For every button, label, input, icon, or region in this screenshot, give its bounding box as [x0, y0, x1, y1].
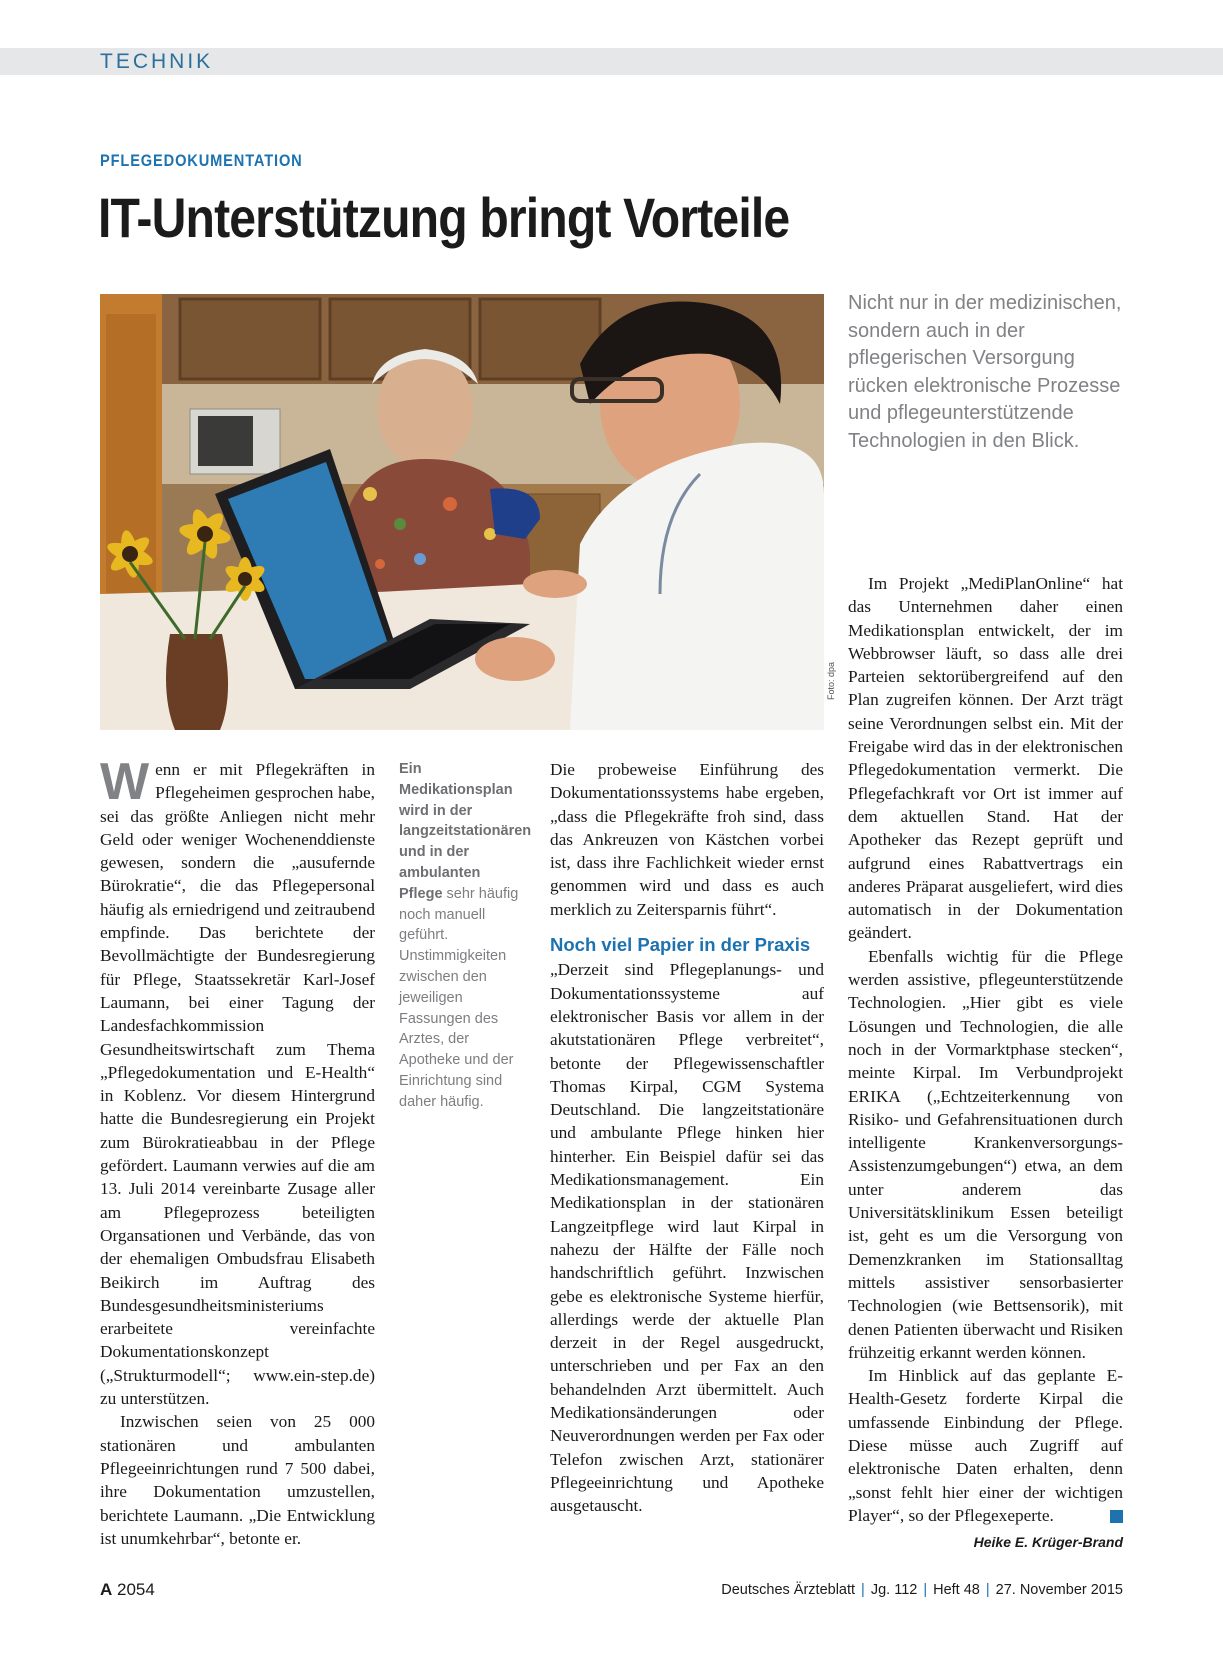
column-3	[550, 758, 824, 1518]
column-1	[100, 753, 375, 1550]
footer-separator: |	[923, 1582, 928, 1598]
col3-paragraph-1: Die probeweise Einführung des Dokumentationssystems habe ergeben, „dass die Pflegekräfte froh sind, dass das Ankreuzen von Kästchen vorbei ist, dass ihre Fachlichkeit wieder ernst genommen wird und dass es auch merklich zu Zeitersparnis führt“.	[550, 760, 824, 919]
sidebar-quote	[399, 759, 532, 1113]
sidebar-bold-text: Ein Medikationsplan wird in der langzeitstationären und in der ambulanten Pflege	[399, 761, 532, 902]
footer-journal: Deutsches Ärzteblatt	[721, 1582, 856, 1598]
footer-volume: Jg. 112	[870, 1582, 918, 1598]
end-mark-icon	[1110, 1510, 1123, 1523]
article-kicker: PFLEGEDOKUMENTATION	[100, 151, 303, 170]
article-title: IT-Unterstützung bringt Vorteile	[98, 186, 790, 249]
col4-paragraph-1: Im Projekt „MediPlanOnline“ hat das Unternehmen daher einen Medikationsplan entwickelt, der im Webbrowser läuft, so dass alle drei Parteien sektorübergreifend auf den Plan zugreifen können. Der Arzt trägt seine Verordnungen selbst ein. Mit der Freigabe wird das in der elektronischen Pflegedokumentation vermerkt. Die Pflegefachkraft vor Ort ist immer auf dem aktuellen Stand. Hat der Apotheker das Rezept geprüft und aufgrund eines Rabattvertrags ein anderes Präparat ausgeliefert, wird dies automatisch in der Dokumentation geändert.	[848, 574, 1123, 943]
page-number-value: 2054	[117, 1580, 155, 1599]
col4-paragraph-2: Ebenfalls wichtig für die Pflege werden assistive, pflegeunterstützende Technologien. „Hier gibt es viele Lösungen und Technologien, die alle noch in der Vormarktphase stecken“, meinte Kirpal. Im Verbundprojekt ERIKA („Echtzeiterkennung von Risiko- und Gefahrensituationen durch intelligente Krankenversorgungs-Assistenzumgebungen“) etwa, an dem unter anderem das Universitätsklinikum Essen beteiligt ist, geht es um die Versorgung von Demenzkranken im Stationsalltag mittels assistiver sensorbasierter Technologien (wie Bettsensorik), mit denen Patienten überwacht und Risiken frühzeitig erkannt werden können.	[848, 946, 1123, 1362]
col1-paragraph-1: enn er mit Pflegekräften in Pflegeheimen gesprochen habe, sei das größte Anliegen nicht mehr Geld oder weniger Wochenenddienste gewesen, sondern die „ausufernde Bürokratie“, die das Pflegepersonal häufig als erniedrigend und zeitraubend empfinde. Das berichtete der Bevollmächtigte der Bundesregierung für Pflege, Staatssekretär Karl-Josef Laumann, bei einer Tagung der Landesfachkommission Gesundheitswirtschaft zum Thema „Pflegedokumentation und E-Health“ in Koblenz. Vor diesem Hintergrund hatte die Bundesregierung ein Projekt zum Bürokratieabbau in der Pflege gefördert. Laumann verwies auf die am 13. Juli 2014 vereinbarte Zusage aller am Pflegeprozess beteiligten Organsationen und Verbände, das von der ehemaligen Ombudsfrau Elisabeth Beikirch im Auftrag des Bundesgesundheitsministeriums erarbeitete vereinfachte Dokumentationskonzept („Strukturmodell“; www.ein-step.de) zu unterstützen.	[100, 760, 375, 1409]
footer-publication	[721, 1582, 1123, 1598]
article-photo	[100, 294, 824, 730]
footer-issue: Heft 48	[933, 1582, 980, 1598]
subheading: Noch viel Papier in der Praxis	[550, 934, 811, 956]
article-lead: Nicht nur in der medizinischen, sondern auch in der pflegerischen Versorgung rücken elektronische Prozesse und pflegeunterstützende Technologien in den Blick.	[848, 292, 1122, 452]
author-byline: Heike E. Krüger-Brand	[973, 1534, 1123, 1550]
photo-credit: Foto: dpa	[826, 661, 836, 700]
col1-paragraph-2: Inzwischen seien von 25 000 stationären und ambulanten Pflegeeinrichtungen rund 7 500 dabei, ihre Dokumentation umzustellen, berichtete Laumann. „Die Entwicklung ist unumkehrbar“, betonte er.	[100, 1412, 375, 1548]
col3-paragraph-2: „Derzeit sind Pflegeplanungs- und Dokumentationssysteme auf elektronischer Basis vor allem in der akutstationären Pflege verbreitet“, betonte der Pflegewissenschaftler Thomas Kirpal, CGM Systema Deutschland. Die langzeitstationäre und ambulante Pflege hinken hier hinterher. Ein Beispiel dafür sei das Medikationsmanagement. Ein Medikationsplan in der stationären Langzeitpflege wird laut Kirpal in nahezu der Hälfte der Fälle noch handschriftlich geführt. Inzwischen gebe es elektronische Systeme hierfür, allerdings werde der aktuelle Plan derzeit in der Regel ausgedruckt, unterschrieben und per Fax an den behandelnden Arzt übermittelt. Auch Medikationsänderungen oder Neuverordnungen werden per Fax oder Telefon zwischen Arzt, stationärer Pflegeeinrichtung und Apotheke ausgetauscht.	[550, 960, 824, 1516]
footer-separator: |	[861, 1582, 865, 1598]
page-prefix: A	[100, 1580, 113, 1599]
footer-separator: |	[985, 1582, 990, 1598]
col4-paragraph-3: Im Hinblick auf das geplante E-Health-Gesetz forderte Kirpal die umfassende Einbindung der Pflege. Diese müsse auch Zugriff auf elektronische Daten erhalten, denn „sonst fehlt hier einer der wichtigen Player“, so der Pflegexeperte.	[848, 1366, 1123, 1525]
column-4	[848, 572, 1123, 1527]
sidebar-text: sehr häufig noch manuell geführt. Unstimmigkeiten zwischen den jeweiligen Fassungen des Arztes, der Apotheke und der Einrichtung sind daher häufig.	[399, 885, 519, 1110]
page-number	[100, 1580, 155, 1600]
footer-date: 27. November 2015	[995, 1582, 1123, 1598]
section-label: TECHNIK	[100, 50, 214, 73]
drop-cap: W	[100, 753, 150, 811]
